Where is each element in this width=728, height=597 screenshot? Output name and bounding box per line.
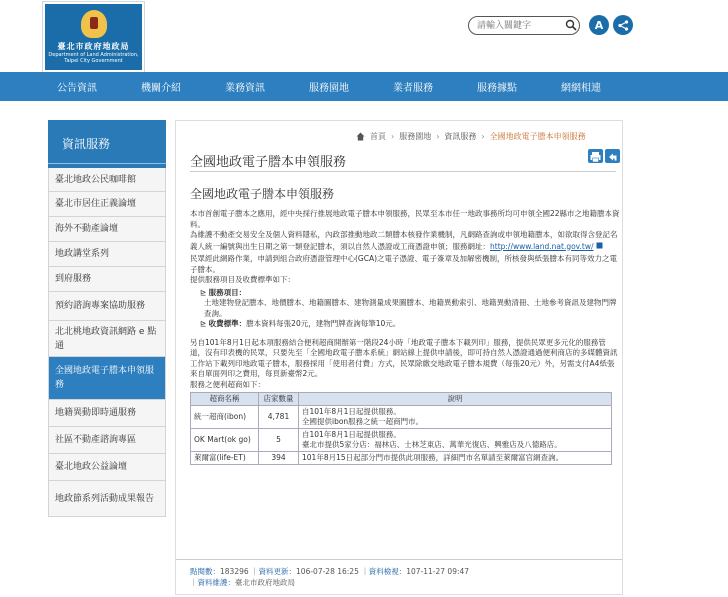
breadcrumb-home[interactable]: 首頁 bbox=[370, 132, 386, 141]
store-note bbox=[299, 452, 612, 465]
service-items-text: 土地建物登記謄本、地價謄本、地籍圖謄本、建物測量成果圖謄本、地籍異動索引、地籍異動清冊、土地參考資訊及建物門牌查詢。 bbox=[204, 298, 617, 318]
main-nav bbox=[0, 72, 728, 101]
logo-title: 臺北市政府地政局 bbox=[57, 42, 130, 51]
updated-label: 資料更新： bbox=[258, 567, 297, 576]
sidebar-item-housing-forum[interactable]: 臺北市居住正義論壇 bbox=[48, 192, 166, 217]
store-note bbox=[299, 406, 612, 429]
store-count: 4,781 bbox=[259, 406, 299, 429]
sidebar-item-home-service[interactable]: 到府服務 bbox=[48, 267, 166, 292]
table-header-store: 超商名稱 bbox=[191, 393, 259, 406]
nav-item-industry-services[interactable]: 業者服務 bbox=[393, 83, 433, 94]
header bbox=[0, 0, 728, 72]
sidebar-item-charity-forum[interactable]: 臺北地政公益論壇 bbox=[48, 454, 166, 481]
paragraph-gca: 民眾經此網路作業，申請到組合政府憑證管理中心(GCA)之電子憑證、電子簽章及加解密機制，所核發與紙張謄本有同等效力之電子謄本。 bbox=[190, 254, 618, 274]
fee-standard: ⊵ 收費標準：謄本資料每張20元，建物門牌查詢每筆10元。 bbox=[200, 319, 401, 328]
store-name: 萊爾富(life-ET) bbox=[191, 452, 259, 465]
paragraph-store-list-intro: 服務之便利超商如下： bbox=[190, 379, 265, 389]
store-note-line: 全國提供ibon服務之統一超商門市。 bbox=[302, 417, 424, 426]
breadcrumb-current[interactable]: 全國地政電子謄本申領服務 bbox=[489, 132, 586, 141]
store-note-line: 自101年8月1日起提供服務。 bbox=[302, 430, 401, 439]
breadcrumb-services[interactable]: 服務園地 bbox=[399, 132, 432, 141]
breadcrumb bbox=[356, 131, 586, 142]
store-note bbox=[299, 429, 612, 452]
store-note-line: 101年8月15日起部分門市提供此項服務，詳細門市名單請至萊爾富官網查詢。 bbox=[302, 453, 564, 462]
paragraph-convenience-store: 另自101年8月1日起本項服務結合便利超商開辦第一階段24小時「地政電子謄本下載列印」服務，提供民眾更多元化的服務管道，沒有印表機的民眾，只要先至「全國地政電子謄本系統」網站線上提供申請後，即可持自然人憑證通過便利商店的多媒體資訊工作站下載列印地政電子謄本，服務採用「使用者付費」方式，民眾除繳交地政電子謄本規費（每張20元）外，另需支付A4紙張來自單面列印之費用，每頁新臺幣2元。 bbox=[190, 337, 618, 378]
hits-value: 183296 bbox=[220, 567, 249, 576]
maintainer-value: 臺北市政府地政局 bbox=[235, 578, 295, 587]
print-icon[interactable] bbox=[588, 149, 603, 163]
footer-line2: ｜資料維護：臺北市政府地政局 bbox=[190, 578, 295, 587]
sidebar-item-cafe[interactable]: 臺北地政公民咖啡館 bbox=[48, 168, 166, 192]
page-title: 全國地政電子謄本申領服務 bbox=[190, 155, 347, 170]
sidebar bbox=[48, 120, 166, 517]
breadcrumb-separator: › bbox=[481, 132, 485, 141]
fee-standard-text: 謄本資料每張20元，建物門牌查詢每筆10元。 bbox=[246, 319, 401, 328]
search-input[interactable] bbox=[468, 16, 580, 35]
hits-label: 點閱數： bbox=[190, 567, 220, 576]
sidebar-title: 資訊服務 bbox=[48, 120, 166, 168]
checked-value: 107-11-27 09:47 bbox=[406, 567, 470, 576]
store-name: 統一超商(ibon) bbox=[191, 406, 259, 429]
page-footer-info bbox=[176, 559, 622, 588]
paragraph-items-intro: 提供服務項目及收費標準如下： bbox=[190, 275, 295, 284]
sidebar-item-change-notice[interactable]: 地籍異動即時通服務 bbox=[48, 400, 166, 427]
checked-label: 資料檢視： bbox=[368, 567, 407, 576]
nav-item-business-info[interactable]: 業務資訊 bbox=[225, 83, 265, 94]
sidebar-item-appointment[interactable]: 預約諮詢專案協助服務 bbox=[48, 292, 166, 321]
emblem-icon bbox=[81, 10, 107, 38]
fee-standard-title: 收費標準： bbox=[208, 319, 247, 328]
nav-item-about[interactable]: 機關介紹 bbox=[141, 83, 181, 94]
store-count: 5 bbox=[259, 429, 299, 452]
external-link-icon bbox=[596, 241, 604, 249]
sidebar-item-e-service[interactable]: 北北桃地政資訊網路 e 點通 bbox=[48, 321, 166, 357]
font-size-icon[interactable] bbox=[589, 15, 609, 35]
service-items-label: ⊵ 服務項目： bbox=[200, 287, 247, 297]
search-icon[interactable] bbox=[565, 19, 577, 31]
share-icon[interactable] bbox=[613, 15, 633, 35]
sidebar-item-festival-report[interactable]: 地政節系列活動成果報告 bbox=[48, 481, 166, 517]
breadcrumb-separator: › bbox=[391, 132, 395, 141]
breadcrumb-separator: › bbox=[436, 132, 440, 141]
table-header-description: 說明 bbox=[299, 393, 612, 406]
breadcrumb-info-services[interactable]: 資訊服務 bbox=[444, 132, 477, 141]
store-count: 394 bbox=[259, 452, 299, 465]
footer-line1: 點閱數：183296 ｜資料更新：106-07-28 16:25 ｜資料檢視：107-11-27 09:47 bbox=[190, 567, 470, 576]
paragraph-intro: 本市首創電子謄本之應用，經中央採行推展地政電子謄本申領服務，民眾至本市任一地政事務所均可申領全國22縣市之地籍謄本資料。 bbox=[190, 209, 620, 229]
nav-item-announcements[interactable]: 公告資訊 bbox=[57, 83, 97, 94]
sidebar-item-overseas-forum[interactable]: 海外不動產論壇 bbox=[48, 217, 166, 242]
store-table bbox=[190, 392, 612, 465]
title-divider bbox=[190, 171, 616, 172]
service-items-title: 服務項目： bbox=[208, 287, 247, 297]
home-icon bbox=[356, 132, 365, 141]
table-row bbox=[191, 406, 612, 429]
sidebar-item-e-transcript[interactable]: 全國地政電子謄本申領服務 bbox=[48, 357, 166, 400]
content-heading: 全國地政電子謄本申領服務 bbox=[190, 187, 335, 201]
nav-item-links[interactable]: 網網相連 bbox=[561, 83, 601, 94]
paragraph-privacy bbox=[190, 230, 620, 252]
sidebar-item-lecture[interactable]: 地政講堂系列 bbox=[48, 242, 166, 267]
service-link[interactable]: http://www.land.nat.gov.tw/ bbox=[490, 241, 594, 251]
logo-en-line2: Taipei City Government bbox=[64, 58, 123, 64]
table-row bbox=[191, 429, 612, 452]
sidebar-item-community[interactable]: 社區不動產諮詢專區 bbox=[48, 427, 166, 454]
table-header-count: 店家數量 bbox=[259, 393, 299, 406]
nav-item-locations[interactable]: 服務據點 bbox=[477, 83, 517, 94]
maintainer-label: 資料維護： bbox=[197, 578, 235, 587]
site-logo[interactable] bbox=[43, 2, 144, 72]
store-note-line: 自101年8月1日起提供服務。 bbox=[302, 407, 401, 416]
table-row bbox=[191, 452, 612, 465]
logo-en-line1: Department of Land Administration, bbox=[48, 52, 139, 58]
store-name: OK Mart(ok go) bbox=[191, 429, 259, 452]
back-icon[interactable] bbox=[605, 149, 620, 163]
nav-item-services[interactable]: 服務園地 bbox=[309, 83, 349, 94]
updated-value: 106-07-28 16:25 bbox=[296, 567, 359, 576]
font-size-label: A bbox=[594, 18, 604, 32]
paragraph-privacy-text: 為維護不動產交易安全及個人資料隱私，內政部推動地政二類謄本核發作業機制，凡網路查詢或申領地籍謄本，如欲取得含登記名義人統一編號與出生日期之第一類登記謄本，須以自然人憑證或工商憑證申領；服務網址： bbox=[190, 230, 618, 251]
main-content bbox=[175, 120, 623, 595]
store-note-line: 臺北市提供5家分店：福林店、士林芝東店、萬華光復店、興雅店及八德路店。 bbox=[302, 440, 562, 449]
content-body bbox=[190, 209, 620, 465]
